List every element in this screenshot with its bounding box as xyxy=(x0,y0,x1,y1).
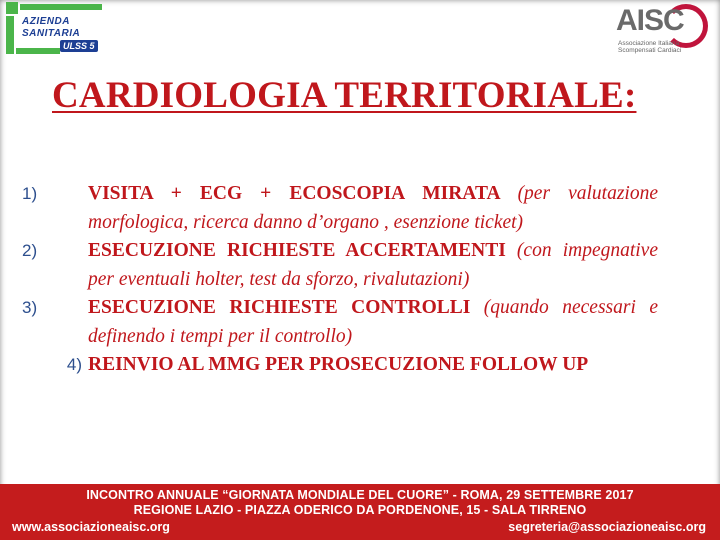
list-number: 1) xyxy=(22,184,38,203)
footer-banner xyxy=(0,484,720,540)
aisc-logo xyxy=(610,2,714,56)
list-number: 4) xyxy=(66,355,82,374)
logo-shape xyxy=(6,2,18,14)
aisc-subtitle-1: Associazione Italiana xyxy=(618,40,680,47)
logo-ulss-badge: ULSS 5 xyxy=(60,40,98,52)
slide-title: CARDIOLOGIA TERRITORIALE: xyxy=(52,75,637,116)
list-number: 3) xyxy=(22,298,38,317)
list-item xyxy=(22,351,658,380)
azienda-sanitaria-logo xyxy=(6,2,102,58)
item-italic-text: (per valutazione morfologica, ricerca danno d’organo , esenzione ticket) xyxy=(88,183,658,233)
email-link[interactable]: segreteria@associazioneaisc.org xyxy=(508,520,706,534)
list-number: 2) xyxy=(22,241,38,260)
item-bold-text: REINVIO AL MMG PER PROSECUZIONE FOLLOW UP xyxy=(88,354,589,375)
event-location: REGIONE LAZIO - PIAZZA ODERICO DA PORDENONE, 15 - SALA TIRRENO xyxy=(133,503,587,517)
logo-shape xyxy=(6,16,14,54)
list-item xyxy=(22,294,658,351)
item-italic-text: (con impegnative per eventuali holter, test da sforzo, rivalutazioni) xyxy=(88,240,658,290)
logo-text-line1: AZIENDA xyxy=(22,16,70,27)
item-bold-text: VISITA + ECG + ECOSCOPIA MIRATA xyxy=(88,183,518,204)
item-italic-text: (quando necessari e definendo i tempi per il controllo) xyxy=(88,297,658,347)
item-bold-text: ESECUZIONE RICHIESTE CONTROLLI xyxy=(88,297,484,318)
aisc-subtitle-2: Scompensati Cardiaci xyxy=(618,47,682,54)
logo-shape xyxy=(16,48,60,54)
logo-text-line2: SANITARIA xyxy=(22,28,81,39)
item-bold-text: ESECUZIONE RICHIESTE ACCERTAMENTI xyxy=(88,240,517,261)
activity-list xyxy=(22,180,658,380)
logo-shape xyxy=(20,4,102,10)
list-item xyxy=(22,237,658,294)
website-link[interactable]: www.associazioneaisc.org xyxy=(12,520,170,534)
list-item xyxy=(22,180,658,237)
aisc-wordmark: AISC xyxy=(616,4,684,37)
event-title: INCONTRO ANNUALE “GIORNATA MONDIALE DEL CUORE” - ROMA, 29 SETTEMBRE 2017 xyxy=(86,488,634,502)
